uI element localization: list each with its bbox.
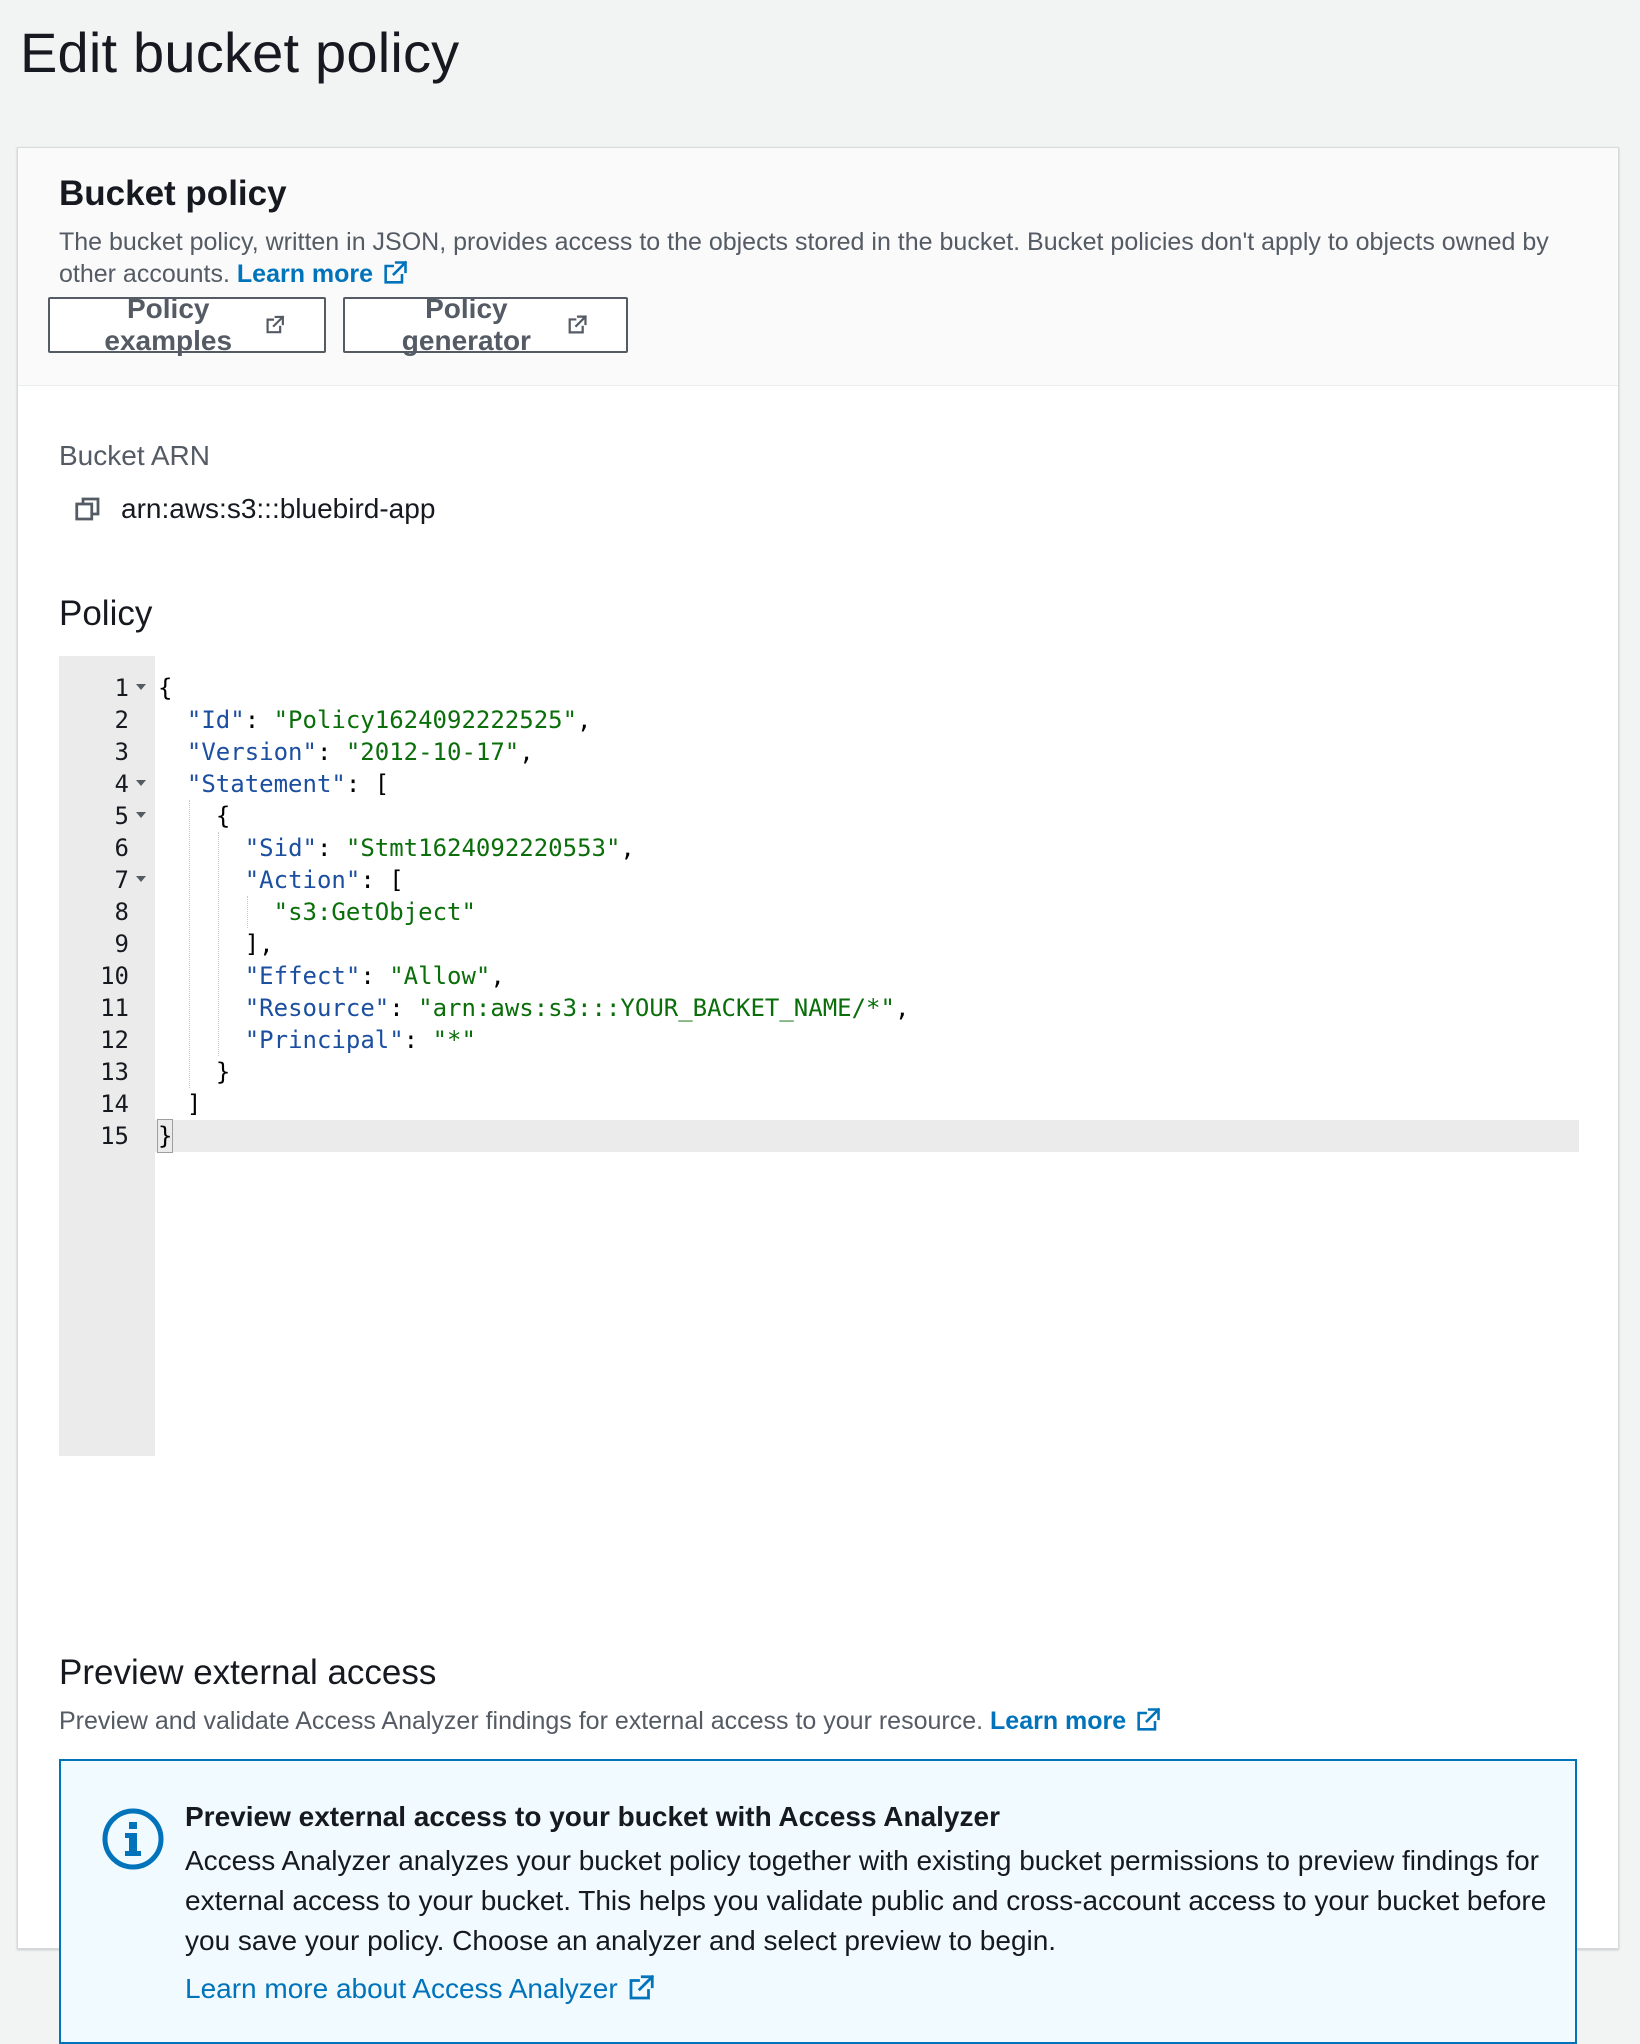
- panel-title: Bucket policy: [59, 174, 287, 213]
- line-number: 15: [100, 1122, 129, 1150]
- policy-generator-button[interactable]: [343, 293, 628, 356]
- code-text: "Action": [: [244, 866, 404, 894]
- external-link-icon: [1134, 1706, 1162, 1734]
- line-number: 8: [114, 898, 129, 926]
- preview-learn-more-label: Learn more: [990, 1707, 1127, 1735]
- bucket-arn-value: arn:aws:s3:::bluebird-app: [121, 493, 436, 524]
- learn-more-link[interactable]: [237, 260, 409, 288]
- code-line[interactable]: [59, 992, 1579, 1024]
- learn-more-label: Learn more: [236, 260, 374, 288]
- bucket-arn-row: [73, 493, 435, 525]
- code-line[interactable]: [59, 1120, 1579, 1152]
- line-number: 9: [114, 930, 129, 958]
- code-text: ],: [244, 930, 274, 958]
- external-link-icon: [626, 1973, 656, 2003]
- line-number: 13: [100, 1058, 129, 1086]
- code-line[interactable]: [59, 1088, 1579, 1120]
- code-line[interactable]: [59, 896, 1579, 928]
- panel-header: [18, 148, 1618, 386]
- code-text: }: [158, 1122, 173, 1150]
- external-link-icon: [264, 310, 286, 340]
- line-number: 7: [114, 866, 129, 894]
- line-number: 5: [114, 802, 129, 830]
- preview-external-access-heading: Preview external access: [59, 1653, 437, 1692]
- policy-examples-button[interactable]: [48, 293, 326, 356]
- panel-description-text: The bucket policy, written in JSON, provides access to the objects stored in the bucket. Bucket policies don't apply to objects owned by other accounts.: [59, 228, 1549, 288]
- line-number: 3: [114, 738, 129, 766]
- code-text: {: [215, 802, 231, 830]
- code-text: "Effect": "Allow",: [244, 962, 505, 990]
- policy-code-editor[interactable]: [59, 656, 1579, 1456]
- code-text: "Statement": [: [186, 770, 390, 798]
- copy-icon[interactable]: [73, 494, 103, 524]
- indent-guide: [247, 896, 248, 928]
- code-line[interactable]: [59, 1056, 1579, 1088]
- learn-more-access-analyzer-link[interactable]: [185, 1973, 656, 2005]
- code-text: ]: [186, 1090, 202, 1118]
- info-alert-text: Access Analyzer analyzes your bucket policy together with existing bucket permissions to preview findings for external access to your bucket. This helps you validate public and cross-account access to your bucket before you save your policy. Choose an analyzer and select preview to begin.: [185, 1845, 1547, 1956]
- code-text: "Resource": "arn:aws:s3:::YOUR_BACKET_NAME/*",: [244, 994, 910, 1022]
- fold-arrow-icon[interactable]: [136, 780, 146, 786]
- code-line[interactable]: [59, 736, 1579, 768]
- code-line[interactable]: [59, 1024, 1579, 1056]
- code-line[interactable]: [59, 960, 1579, 992]
- code-line[interactable]: [59, 704, 1579, 736]
- code-line[interactable]: [59, 672, 1579, 704]
- bucket-policy-panel: [17, 147, 1619, 2004]
- code-text: "Version": "2012-10-17",: [186, 738, 534, 766]
- code-line[interactable]: [59, 800, 1579, 832]
- code-line[interactable]: [59, 768, 1579, 800]
- line-number: 11: [100, 994, 129, 1022]
- line-number: 4: [114, 770, 129, 798]
- info-icon: [101, 1807, 165, 1871]
- code-text: "Id": "Policy1624092222525",: [186, 706, 592, 734]
- fold-arrow-icon[interactable]: [136, 684, 146, 690]
- line-number: 6: [114, 834, 129, 862]
- external-link-icon: [381, 259, 409, 287]
- code-line[interactable]: [59, 864, 1579, 896]
- code-text: "s3:GetObject": [273, 898, 476, 926]
- preview-learn-more-link[interactable]: [990, 1707, 1162, 1735]
- preview-description-text: Preview and validate Access Analyzer findings for external access to your resource.: [59, 1707, 984, 1735]
- code-text: {: [158, 674, 173, 702]
- line-number: 1: [114, 674, 129, 702]
- code-text: "Sid": "Stmt1624092220553",: [244, 834, 635, 862]
- line-number: 2: [114, 706, 129, 734]
- line-number: 12: [100, 1026, 129, 1054]
- fold-arrow-icon[interactable]: [136, 876, 146, 882]
- line-number: 10: [100, 962, 129, 990]
- line-number: 14: [100, 1090, 129, 1118]
- code-line[interactable]: [59, 928, 1579, 960]
- policy-heading: Policy: [59, 594, 153, 633]
- indent-guide: [189, 800, 190, 1088]
- panel-description: [59, 226, 1559, 290]
- preview-description: [59, 1706, 1162, 1736]
- access-analyzer-info-alert: [59, 1759, 1577, 2044]
- code-text: }: [215, 1058, 231, 1086]
- indent-guide: [218, 832, 219, 1056]
- info-alert-title: Preview external access to your bucket with Access Analyzer: [185, 1801, 1000, 1832]
- policy-generator-label: Policy generator: [401, 293, 531, 356]
- code-text: "Principal": "*": [244, 1026, 476, 1054]
- access-analyzer-link-label: Learn more about Access Analyzer: [185, 1973, 618, 2004]
- bucket-arn-label: Bucket ARN: [59, 440, 210, 471]
- policy-examples-label: Policy examples: [104, 293, 233, 356]
- page-title: Edit bucket policy: [20, 21, 460, 84]
- fold-arrow-icon[interactable]: [136, 812, 146, 818]
- external-link-icon: [566, 310, 588, 340]
- code-line[interactable]: [59, 832, 1579, 864]
